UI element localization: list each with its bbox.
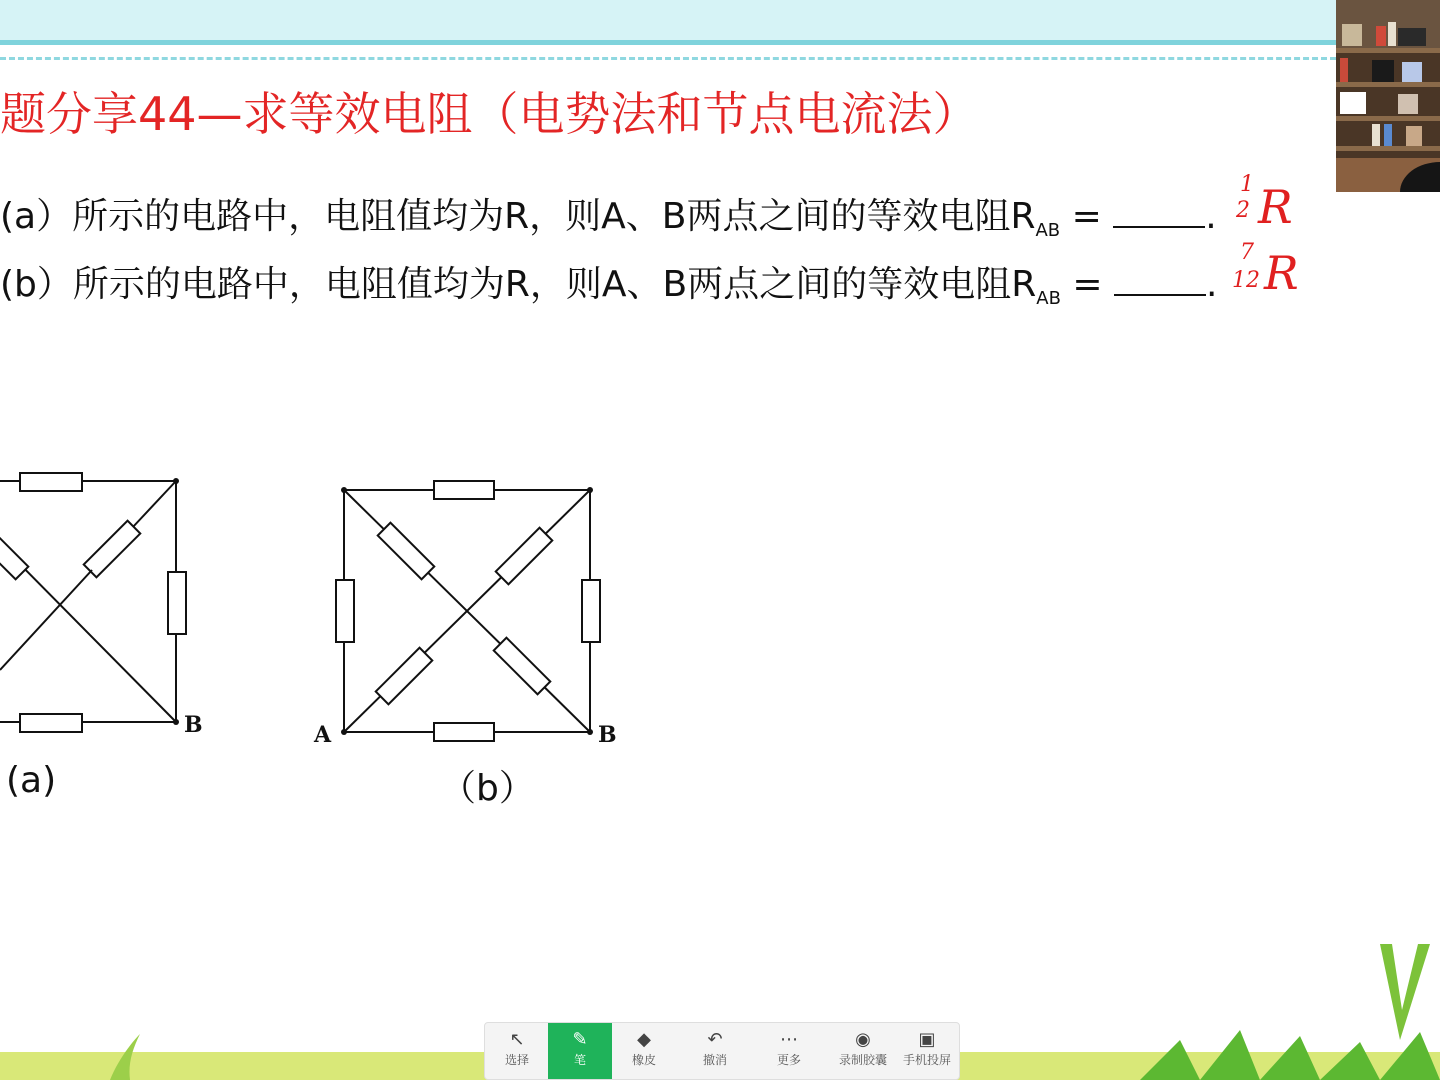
- eraser-icon: ◆: [637, 1029, 651, 1050]
- tool-phone-cast-button[interactable]: [895, 1023, 959, 1079]
- question-a-subscript: AB: [1035, 220, 1061, 242]
- pen-icon: ✎: [572, 1029, 588, 1050]
- whiteboard-toolbar: [484, 1022, 960, 1080]
- caption-a: (a): [6, 760, 57, 801]
- slide-top-line: [0, 40, 1336, 45]
- question-b-equals: =: [1060, 264, 1114, 305]
- tool-pen-label: 笔: [573, 1053, 586, 1067]
- tool-select-label: 选择: [504, 1053, 529, 1067]
- caption-b: （b）: [440, 768, 535, 809]
- question-a-text: (a）所示的电路中，电阻值均为R，则A、B两点之间的等效电阻R: [0, 196, 1036, 237]
- answer-b-numerator: 7: [1240, 240, 1254, 265]
- circuit-a-diagram: [0, 460, 240, 750]
- record-icon: ◉: [855, 1029, 871, 1050]
- phone-cast-icon: ▣: [918, 1029, 936, 1050]
- tool-pen-button[interactable]: [548, 1023, 612, 1079]
- more-icon: ⋯: [780, 1029, 798, 1050]
- slide-dash-divider: [0, 57, 1336, 60]
- cursor-icon: ↖: [509, 1029, 525, 1050]
- circuit-b-node-b: B: [598, 722, 617, 748]
- question-b-period: .: [1205, 264, 1218, 305]
- slide-top-band: [0, 0, 1336, 40]
- tool-phone-cast-label: 手机投屏: [902, 1053, 951, 1067]
- tool-more-button[interactable]: [757, 1023, 821, 1079]
- tool-select-button[interactable]: [485, 1023, 549, 1079]
- webcam-video: [1336, 0, 1440, 192]
- answer-a-denominator: 2: [1236, 198, 1250, 223]
- tool-eraser-button[interactable]: [612, 1023, 676, 1079]
- question-b: [0, 256, 1217, 309]
- answer-b-denominator: 12: [1232, 268, 1260, 293]
- circuit-a-node-b: B: [184, 712, 203, 738]
- question-b-text: (b）所示的电路中，电阻值均为R，则A、B两点之间的等效电阻R: [0, 264, 1037, 305]
- answer-b-variable: R: [1264, 246, 1299, 300]
- tool-record-label: 录制胶囊: [838, 1053, 887, 1067]
- question-a-equals: =: [1060, 196, 1114, 237]
- tool-more-label: 更多: [776, 1053, 801, 1067]
- slide-title: 题分享44—求等效电阻（电势法和节点电流法）: [0, 87, 979, 141]
- circuit-b-diagram: [310, 470, 630, 760]
- answer-a-variable: R: [1258, 180, 1293, 234]
- tool-eraser-label: 橡皮: [631, 1053, 656, 1067]
- tool-undo-label: 撤消: [702, 1053, 727, 1067]
- tool-undo-button[interactable]: [683, 1023, 747, 1079]
- corner-logo-decoration: [1370, 940, 1440, 1050]
- question-a-blank: [1113, 196, 1205, 228]
- question-a-period: .: [1205, 196, 1217, 237]
- circuit-b-node-a: A: [314, 722, 332, 748]
- undo-icon: ↶: [707, 1029, 723, 1050]
- question-a: [0, 188, 1217, 241]
- answer-a-numerator: 1: [1240, 172, 1254, 197]
- question-b-subscript: AB: [1036, 288, 1061, 310]
- question-b-blank: [1114, 264, 1206, 296]
- tool-record-button[interactable]: [831, 1023, 895, 1079]
